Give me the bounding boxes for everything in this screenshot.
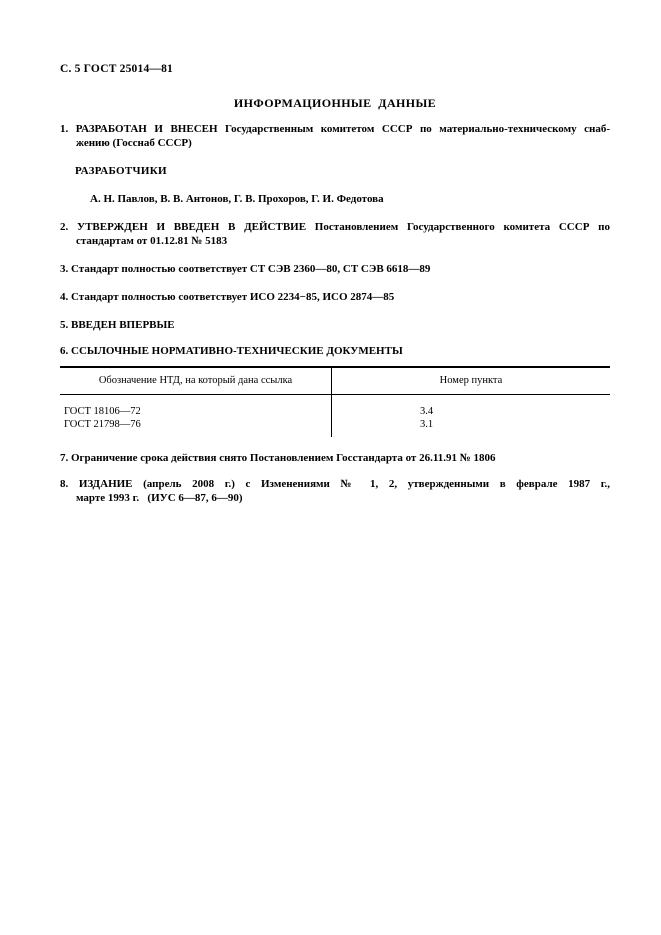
column-header-ntd-designation: Обозначение НТД, на который дана ссылка [60, 368, 332, 394]
section-1-line-2: жению (Госснаб СССР) [76, 137, 192, 149]
section-6-reference-documents-heading: 6. ССЫЛОЧНЫЕ НОРМАТИВНО-ТЕХНИЧЕСКИЕ ДОКУМЕНТЫ [60, 345, 403, 357]
section-2-approved [60, 220, 610, 248]
references-table-header-row [60, 368, 610, 395]
ntd-designation-column [60, 395, 332, 437]
clause-number-column [332, 395, 610, 437]
references-table [60, 366, 610, 437]
section-8-edition [60, 477, 610, 505]
table-row-punkt: 3.4 [420, 406, 434, 417]
section-4-iso-conformity: 4. Стандарт полностью соответствует ИСО 2234−85, ИСО 2874—85 [60, 291, 395, 303]
document-content [60, 62, 610, 505]
section-2-line-2: стандартам от 01.12.81 № 5183 [76, 235, 228, 247]
table-row-ntd: ГОСТ 21798—76 [64, 419, 141, 430]
section-1-developed-by [60, 122, 610, 150]
section-5-first-introduced: 5. ВВЕДЕН ВПЕРВЫЕ [60, 319, 175, 331]
section-3-st-sev-conformity: 3. Стандарт полностью соответствует СТ СЭВ 2360—80, СТ СЭВ 6618—89 [60, 263, 431, 275]
table-row-punkt: 3.1 [420, 419, 434, 430]
column-header-clause-number: Номер пункта [439, 375, 503, 386]
section-8-line-2: марте 1993 г. (ИУС 6—87, 6—90) [76, 492, 243, 504]
references-table-body [60, 395, 610, 437]
section-2-line-1: 2. УТВЕРЖДЕН И ВВЕДЕН В ДЕЙСТВИЕ Постановлением Государственного комитета СССР по [60, 221, 610, 233]
section-8-line-1: 8. ИЗДАНИЕ (апрель 2008 г.) с Изменениями № 1, 2, утвержденными в феврале 1987 г., [60, 478, 610, 490]
table-row-ntd: ГОСТ 18106—72 [64, 406, 141, 417]
developers-heading: РАЗРАБОТЧИКИ [75, 165, 167, 177]
section-1-line-1: 1. РАЗРАБОТАН И ВНЕСЕН Государственным комитетом СССР по материально-техническому снаб- [60, 123, 610, 135]
section-7-validity-limit-removed: 7. Ограничение срока действия снято Постановлением Госстандарта от 26.11.91 № 1806 [60, 452, 496, 464]
page-header: С. 5 ГОСТ 25014—81 [60, 63, 173, 75]
document-title: ИНФОРМАЦИОННЫЕ ДАННЫЕ [233, 96, 437, 110]
developers-names: А. Н. Павлов, В. В. Антонов, Г. В. Прохоров, Г. И. Федотова [90, 193, 384, 205]
